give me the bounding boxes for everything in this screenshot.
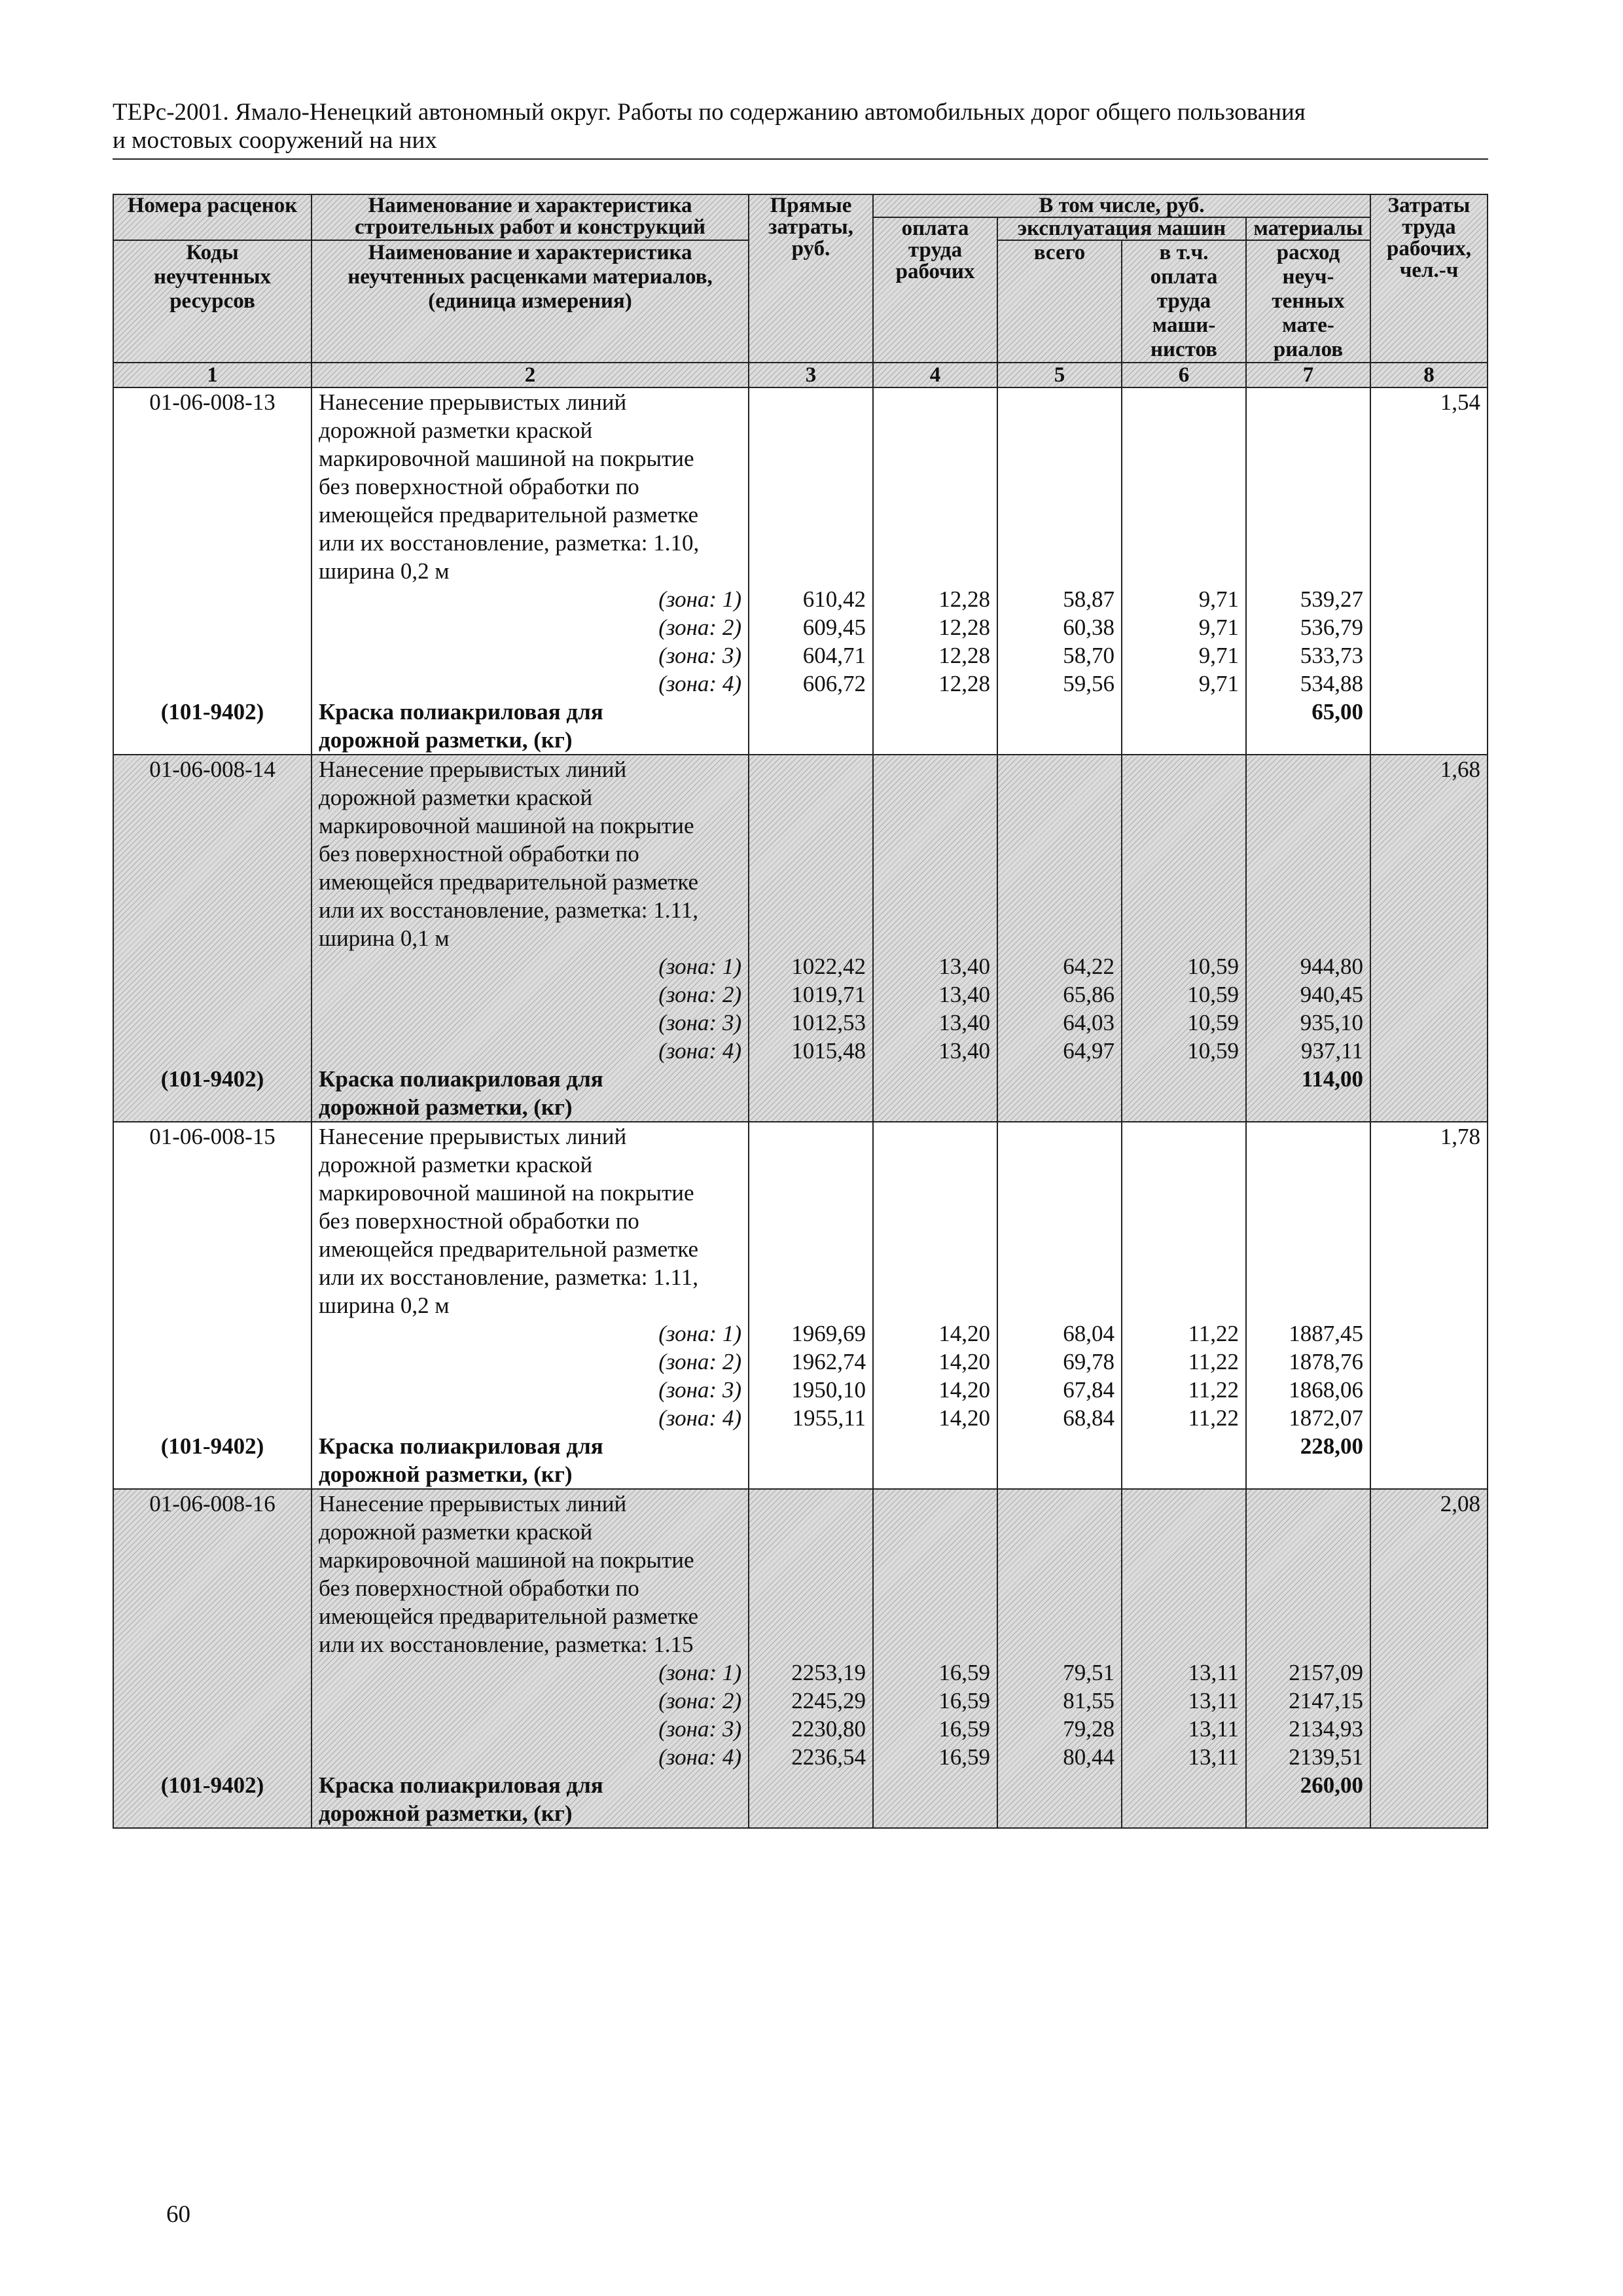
direct-costs-value: 2245,29 [791,1688,866,1713]
resource-quantity: 228,00 [1300,1433,1363,1459]
labor-pay-value-cell [873,1122,997,1489]
labor-costs-value: 1,54 [1440,389,1480,415]
machinist-pay-value: 10,59 [1187,1038,1239,1064]
zone-label: (зона: 3) [658,1010,741,1035]
machinist-pay-value: 11,22 [1188,1405,1239,1431]
materials-value: 2157,09 [1289,1660,1363,1685]
description-line: или их восстановление, разметка: 1.11, [319,1265,698,1290]
column-number: 3 [749,363,873,387]
resource-name-line: Краска полиакриловая для [319,699,603,725]
rate-code-cell [113,387,312,755]
machinist-pay-value-cell [1122,387,1246,755]
zone-label: (зона: 1) [658,586,741,612]
description-line: имеющейся предварительной разметке [319,1604,699,1629]
col-labor-pay-header: оплата труда рабочих [873,217,997,363]
machinist-pay-value-cell [1122,1489,1246,1828]
rates-table [113,194,1488,1829]
zone-label: (зона: 3) [658,1716,741,1742]
description-line: маркировочной машиной на покрытие [319,1180,694,1206]
column-number-row [113,363,1488,387]
zone-label: (зона: 2) [658,1349,741,1374]
rate-description-cell [312,1122,749,1489]
col-material-name-header: Наименование и характеристика неучтенных расценками материалов, (единица измерения) [312,240,749,363]
direct-costs-value: 1022,42 [791,954,866,979]
machinist-pay-value: 11,22 [1188,1349,1239,1374]
machinist-pay-value: 13,11 [1188,1660,1239,1685]
direct-costs-value: 2230,80 [791,1716,866,1742]
zone-label: (зона: 3) [658,643,741,668]
col-materials-header: материалы [1246,217,1370,240]
description-line: дорожной разметки краской [319,418,593,443]
machines-total-value: 68,84 [1063,1405,1115,1431]
description-line: Нанесение прерывистых линий [319,1124,627,1149]
zone-label: (зона: 2) [658,982,741,1007]
col-work-name-header: Наименование и характеристика строительных работ и конструкций [312,194,749,240]
machines-total-value: 58,87 [1063,586,1115,612]
rate-row [113,1122,1488,1489]
description-line: дорожной разметки краской [319,1519,593,1545]
resource-name-line: дорожной разметки, (кг) [319,727,573,753]
rate-code-cell [113,1122,312,1489]
machinist-pay-value-cell [1122,755,1246,1122]
materials-value: 944,80 [1300,954,1363,979]
labor-costs-value: 2,08 [1440,1491,1480,1516]
materials-value-cell [1246,387,1370,755]
description-line: маркировочной машиной на покрытие [319,813,694,838]
description-line: Нанесение прерывистых линий [319,389,627,415]
materials-value: 533,73 [1300,643,1363,668]
direct-costs-value: 606,72 [802,671,866,696]
materials-value-cell [1246,1122,1370,1489]
column-number: 1 [113,363,312,387]
col-machines-total-header: всего [997,240,1122,363]
resource-quantity: 65,00 [1311,699,1363,725]
machinist-pay-value: 13,11 [1188,1688,1239,1713]
rate-code-cell [113,755,312,1122]
resource-name-line: дорожной разметки, (кг) [319,1094,573,1120]
description-line: ширина 0,2 м [319,558,450,584]
materials-value: 1868,06 [1289,1377,1363,1403]
labor-pay-value: 16,59 [938,1660,990,1685]
rate-description-cell [312,755,749,1122]
description-line: маркировочной машиной на покрытие [319,1547,694,1573]
document-header [113,98,1487,154]
labor-pay-value: 14,20 [938,1349,990,1374]
materials-value: 539,27 [1300,586,1363,612]
col-rate-numbers-header: Номера расценок [113,194,312,240]
zone-label: (зона: 4) [658,1038,741,1064]
direct-costs-value: 1012,53 [791,1010,866,1035]
resource-code: (101-9402) [160,1772,264,1798]
machines-total-value: 60,38 [1063,615,1115,640]
labor-pay-value-cell [873,755,997,1122]
column-number: 7 [1246,363,1370,387]
materials-value: 935,10 [1300,1010,1363,1035]
zone-label: (зона: 4) [658,1405,741,1431]
machinist-pay-value: 11,22 [1188,1377,1239,1403]
description-line: без поверхностной обработки по [319,1575,639,1601]
labor-pay-value: 16,59 [938,1716,990,1742]
description-line: без поверхностной обработки по [319,841,639,867]
description-line: ширина 0,1 м [319,925,450,951]
labor-pay-value: 16,59 [938,1744,990,1770]
labor-pay-value: 12,28 [938,615,990,640]
document-title-line-2: и мостовых сооружений на них [113,127,437,154]
resource-name-line: Краска полиакриловая для [319,1772,603,1798]
labor-pay-value: 12,28 [938,671,990,696]
rate-code-cell [113,1489,312,1828]
column-number: 8 [1370,363,1488,387]
machines-total-value: 81,55 [1063,1688,1115,1713]
header-divider [113,158,1488,160]
direct-costs-value: 1015,48 [791,1038,866,1064]
direct-costs-value: 2236,54 [791,1744,866,1770]
rate-code: 01-06-008-13 [149,389,276,415]
resource-code: (101-9402) [160,1066,264,1092]
rate-code: 01-06-008-15 [149,1124,276,1149]
description-line: имеющейся предварительной разметке [319,1236,699,1262]
description-line: или их восстановление, разметка: 1.10, [319,530,700,556]
machinist-pay-value: 11,22 [1188,1321,1239,1346]
description-line: без поверхностной обработки по [319,474,639,499]
labor-pay-value: 13,40 [938,954,990,979]
machines-total-value-cell [997,755,1122,1122]
materials-value-cell [1246,755,1370,1122]
page-number: 60 [166,2201,190,2228]
direct-costs-value: 604,71 [802,643,866,668]
materials-value: 2147,15 [1289,1688,1363,1713]
rate-code: 01-06-008-16 [149,1491,276,1516]
description-line: ширина 0,2 м [319,1293,450,1318]
column-number: 6 [1122,363,1246,387]
labor-costs-cell [1370,1489,1488,1828]
machines-total-value: 80,44 [1063,1744,1115,1770]
labor-pay-value: 14,20 [938,1321,990,1346]
direct-costs-value: 1955,11 [792,1405,866,1431]
machinist-pay-value-cell [1122,1122,1246,1489]
col-direct-costs-header: Прямые затраты, руб. [749,194,873,363]
machines-total-value-cell [997,1122,1122,1489]
labor-pay-value: 13,40 [938,1038,990,1064]
machines-total-value-cell [997,1489,1122,1828]
col-resource-codes-header: Коды неучтенных ресурсов [113,240,312,363]
zone-label: (зона: 1) [658,954,741,979]
rate-row [113,755,1488,1122]
resource-name-line: дорожной разметки, (кг) [319,1801,573,1826]
materials-value: 940,45 [1300,982,1363,1007]
direct-costs-value: 1950,10 [791,1377,866,1403]
machinist-pay-value: 9,71 [1198,615,1239,640]
machines-total-value: 64,22 [1063,954,1115,979]
col-machine-operation-header: эксплуатация машин [997,217,1246,240]
description-line: имеющейся предварительной разметке [319,502,699,528]
resource-name-line: Краска полиакриловая для [319,1433,603,1459]
labor-pay-value: 16,59 [938,1688,990,1713]
table-header [113,194,1488,387]
machines-total-value: 67,84 [1063,1377,1115,1403]
materials-value: 1878,76 [1289,1349,1363,1374]
direct-costs-value-cell [749,387,873,755]
materials-value-cell [1246,1489,1370,1828]
description-line: дорожной разметки краской [319,785,593,810]
machinist-pay-value: 9,71 [1198,643,1239,668]
materials-value: 2139,51 [1289,1744,1363,1770]
machines-total-value: 58,70 [1063,643,1115,668]
machines-total-value: 69,78 [1063,1349,1115,1374]
machinist-pay-value: 13,11 [1188,1716,1239,1742]
document-title-line-1: ТЕРс-2001. Ямало-Ненецкий автономный округ. Работы по содержанию автомобильных дорог общего пользования [113,99,1306,126]
machinist-pay-value: 10,59 [1187,982,1239,1007]
labor-pay-value: 14,20 [938,1405,990,1431]
zone-label: (зона: 1) [658,1660,741,1685]
labor-pay-value: 14,20 [938,1377,990,1403]
rate-row [113,387,1488,755]
direct-costs-value: 1969,69 [791,1321,866,1346]
machines-total-value: 64,97 [1063,1038,1115,1064]
table-body [113,387,1488,1828]
column-number: 4 [873,363,997,387]
direct-costs-value: 610,42 [802,586,866,612]
description-line: имеющейся предварительной разметке [319,869,699,895]
zone-label: (зона: 3) [658,1377,741,1403]
description-line: или их восстановление, разметка: 1.15 [319,1632,694,1657]
machines-total-value: 65,86 [1063,982,1115,1007]
rate-description-cell [312,387,749,755]
machinist-pay-value: 9,71 [1198,671,1239,696]
description-line: без поверхностной обработки по [319,1208,639,1234]
rate-description-cell [312,1489,749,1828]
description-line: маркировочной машиной на покрытие [319,446,694,471]
labor-costs-value: 1,68 [1440,757,1480,782]
labor-pay-value: 13,40 [938,1010,990,1035]
machines-total-value: 64,03 [1063,1010,1115,1035]
machines-total-value: 79,28 [1063,1716,1115,1742]
col-machinist-pay-header: в т.ч. оплата труда маши- нистов [1122,240,1246,363]
labor-pay-value-cell [873,387,997,755]
machinist-pay-value: 13,11 [1188,1744,1239,1770]
resource-quantity: 114,00 [1301,1066,1363,1092]
column-number: 2 [312,363,749,387]
machines-total-value: 79,51 [1063,1660,1115,1685]
machinist-pay-value: 9,71 [1198,586,1239,612]
direct-costs-value-cell [749,755,873,1122]
labor-pay-value: 12,28 [938,586,990,612]
labor-costs-cell [1370,387,1488,755]
column-number: 5 [997,363,1122,387]
machinist-pay-value: 10,59 [1187,954,1239,979]
direct-costs-value: 1019,71 [791,982,866,1007]
direct-costs-value-cell [749,1122,873,1489]
materials-value: 536,79 [1300,615,1363,640]
col-unaccounted-materials-header: расход неуч- тенных мате- риалов [1246,240,1370,363]
description-line: Нанесение прерывистых линий [319,1491,627,1516]
labor-pay-value-cell [873,1489,997,1828]
description-line: Нанесение прерывистых линий [319,757,627,782]
resource-quantity: 260,00 [1300,1772,1363,1798]
materials-value: 2134,93 [1289,1716,1363,1742]
direct-costs-value: 2253,19 [791,1660,866,1685]
zone-label: (зона: 2) [658,615,741,640]
direct-costs-value: 609,45 [802,615,866,640]
machines-total-value-cell [997,387,1122,755]
machines-total-value: 59,56 [1063,671,1115,696]
direct-costs-value-cell [749,1489,873,1828]
machines-total-value: 68,04 [1063,1321,1115,1346]
materials-value: 1887,45 [1289,1321,1363,1346]
labor-pay-value: 13,40 [938,982,990,1007]
materials-value: 1872,07 [1289,1405,1363,1431]
resource-code: (101-9402) [160,699,264,725]
materials-value: 534,88 [1300,671,1363,696]
resource-name-line: Краска полиакриловая для [319,1066,603,1092]
materials-value: 937,11 [1301,1038,1363,1064]
zone-label: (зона: 1) [658,1321,741,1346]
resource-name-line: дорожной разметки, (кг) [319,1462,573,1487]
col-including-header: В том числе, руб. [873,194,1370,217]
col-labor-costs-header: Затраты труда рабочих, чел.-ч [1370,194,1488,363]
zone-label: (зона: 2) [658,1688,741,1713]
labor-costs-cell [1370,755,1488,1122]
rate-row [113,1489,1488,1828]
labor-costs-value: 1,78 [1440,1124,1480,1149]
description-line: дорожной разметки краской [319,1152,593,1177]
description-line: или их восстановление, разметка: 1.11, [319,897,698,923]
zone-label: (зона: 4) [658,671,741,696]
rate-code: 01-06-008-14 [149,757,276,782]
labor-costs-cell [1370,1122,1488,1489]
direct-costs-value: 1962,74 [791,1349,866,1374]
labor-pay-value: 12,28 [938,643,990,668]
machinist-pay-value: 10,59 [1187,1010,1239,1035]
zone-label: (зона: 4) [658,1744,741,1770]
resource-code: (101-9402) [160,1433,264,1459]
